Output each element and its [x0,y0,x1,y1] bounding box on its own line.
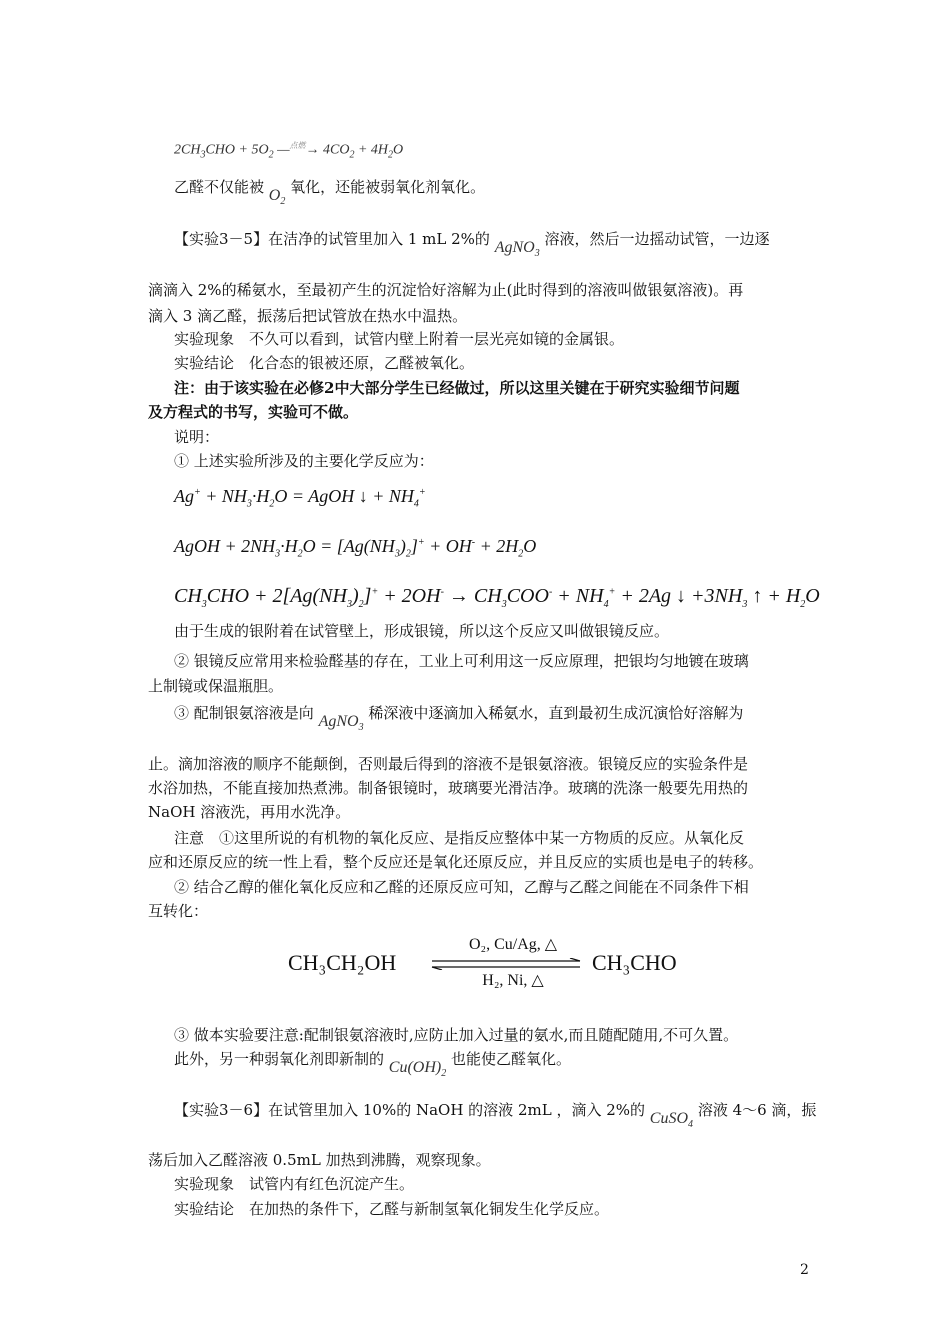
item-2-line1: ② 银镜反应常用来检验醛基的存在，工业上可利用这一反应原理，把银均匀地镀在玻璃 [174,652,749,670]
conclusion-3-6: 实验结论 在加热的条件下，乙醛与新制氢氧化铜发生化学反应。 [174,1200,610,1218]
page-number: 2 [800,1262,809,1278]
ethanol-acetaldehyde-conversion: CH₃CH₂OH O₂, Cu/Ag, △ H₂, Ni, △ CH₃CHO [288,936,677,989]
item-3-line2: 止。滴加溶液的顺序不能颠倒，否则最后得到的溶液不是银氨溶液。银镜反应的实验条件是 [148,755,749,773]
phenomenon-3-5: 实验现象 不久可以看到，试管内壁上附着一层光亮如镜的金属银。 [174,330,625,348]
item-3-line3: 水浴加热，不能直接加热煮沸。制备银镜时，玻璃要光滑洁净。玻璃的洗涤一般要先用热的 [148,779,749,797]
experiment-3-5-line2: 滴滴入 2%的稀氨水，至最初产生的沉淀恰好溶解为止(此时得到的溶液叫做银氨溶液)。再 [148,281,744,299]
caution-2-line1: ② 结合乙醇的催化氧化反应和乙醛的还原反应可知，乙醇与乙醛之间能在不同条件下相 [174,878,749,896]
caution-line1: 注意 ①这里所说的有机物的氧化反应、是指反应整体中某一方物质的反应。从氧化反 [174,829,745,847]
copper-hydroxide-line: 此外，另一种弱氧化剂即新制的 $Cu(OH)_2$ 也能使乙醛氧化。 [174,1050,572,1080]
explanation-heading: 说明： [174,428,220,446]
experiment-3-5-line1: 【实验3－5】在洁净的试管里加入 1 mL 2%的 AgNO$_3$ 溶液，然后一边摇动试管，一边逐 [174,230,770,260]
paragraph-oxidation: 乙醛不仅能被 $O_2$ 氧化，还能被弱氧化剂氧化。 [174,178,486,208]
equation-silver-ammonia: AgOH + $2NH_3\cdot H_2O = [Ag(NH_3)_2]^+ + OH^- + 2H_2O$ [174,536,537,560]
reversible-arrow-icon [428,958,584,970]
item-2-line2: 上制镜或保温瓶胆。 [148,677,284,695]
experiment-3-6-line1: 【实验3－6】在试管里加入 10%的 NaOH 的溶液 2mL ，滴入 2%的 CuSO$_4$ 溶液 4～6 滴，振 [174,1101,817,1131]
experiment-3-6-line2: 荡后加入乙醛溶液 0.5mL 加热到沸腾，观察现象。 [148,1151,491,1169]
caution-line2: 应和还原反应的统一性上看，整个反应还是氧化还原反应，并且反应的实质也是电子的转移。 [148,853,764,871]
silver-mirror-explanation: 由于生成的银附着在试管壁上，形成银镜，所以这个反应又叫做银镜反应。 [174,622,670,640]
experiment-3-5-line3: 滴入 3 滴乙醛，振荡后把试管放在热水中温热。 [148,307,468,325]
equation-silver-mirror: $CH_3CHO + 2[Ag(NH_3)_2]^+ + 2OH^- \to CH_3COO^- + NH_4^+ + 2Ag$ ↓ $+3NH_3$ ↑ + $H_2O$ [174,585,820,610]
combustion-equation: $2CH_3CHO + 5O_2$ —$^{点燃}$→ $4CO_2 + 4H_2O$ [174,141,404,161]
note-line1: 注：由于该实验在必修2中大部分学生已经做过，所以这里关键在于研究实验细节问题 [174,379,740,397]
conclusion-3-5: 实验结论 化合态的银被还原，乙醛被氧化。 [174,354,475,372]
item-3-line1: ③ 配制银氨溶液是向 AgNO$_3$ 稀深液中逐滴加入稀氨水，直到最初生成沉演恰好溶解为 [174,704,744,734]
item-3-line4: NaOH 溶液洗，再用水洗净。 [148,803,351,821]
equation-agoh: $Ag^+ + NH_3\cdot H_2O$ = AgOH ↓ + $NH_4^+$ [174,486,426,510]
item-1: ① 上述实验所涉及的主要化学反应为： [174,452,434,470]
item-3b: ③ 做本实验要注意:配制银氨溶液时,应防止加入过量的氨水,而且随配随用,不可久置。 [174,1026,739,1044]
note-line2: 及方程式的书写，实验可不做。 [148,403,359,421]
caution-2-line2: 互转化： [148,902,209,920]
phenomenon-3-6: 实验现象 试管内有红色沉淀产生。 [174,1175,415,1193]
